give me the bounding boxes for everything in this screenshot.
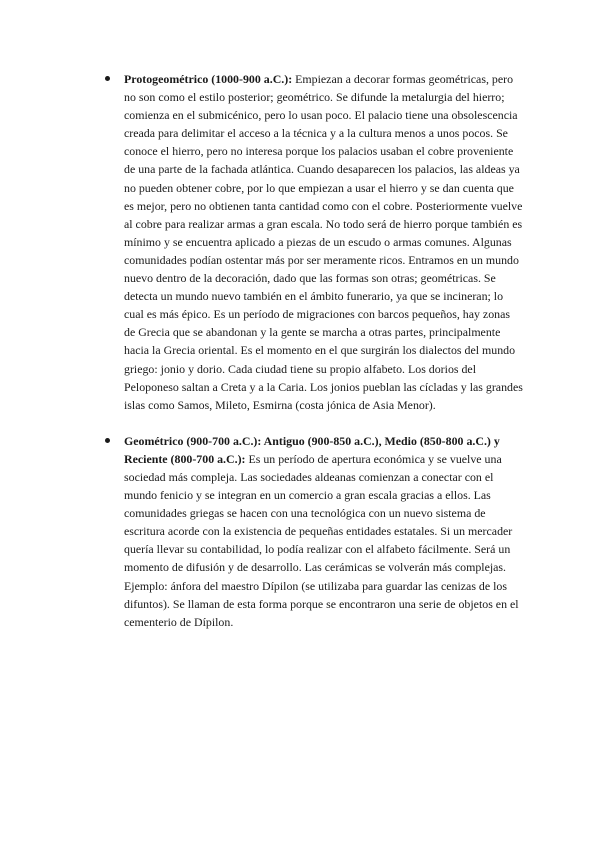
item-text: Es un período de apertura económica y se vuelve una sociedad más compleja. Las sociedades aldeanas comienzan a conectar con el mundo fenicio y se integran en un comercio a gran escala gracias a ellos. Las comunidades griegas se hacen con una tecnológica con un nuevo sistema de escritura acorde con la existencia de pequeñas entidades estatales. Si un mercader quería llevar su contabilidad, lo podía realizar con el alfabeto fácilmente. Será un momento de difusión y de desarrollo. Las cerámicas se volverán más complejas. Ejemplo: ánfora del maestro Dípilon (se utilizaba para guardar las cenizas de los difuntos). Se llaman de esta forma porque se encontraron una serie de objetos en el cementerio de Dípilon. [124,451,519,629]
list-item-geometrico [124,432,524,631]
bullet-list [124,70,524,631]
bullet-icon [105,76,110,81]
item-title: Geométrico (900-700 a.C.): Antiguo (900-850 a.C.), Medio (850-800 a.C.) y Reciente (800-700 a.C.): [124,433,500,466]
list-item-protogeometrico [124,70,524,414]
item-text: Empiezan a decorar formas geométricas, pero no son como el estilo posterior; geométrico. Se difunde la metalurgia del hierro; comienza en el submicénico, pero lo usan poco. El palacio tiene una obsolescencia creada para delimitar el acceso a la técnica y a la cultura menos a unos pocos. Se conoce el hierro, pero no interesa porque los palacios usaban el cobre proveniente de una parte de la fachada atlántica. Cuando desaparecen los palacios, las aldeas ya no pueden obtener cobre, por lo que empiezan a usar el hierro y se dan cuenta que es mejor, pero no obtienen tanta cantidad como con el cobre. Posteriormente vuelve al cobre para realizar armas a gran escala. No todo será de hierro porque también es mínimo y se encuentra aplicado a piezas de un escudo o armas comunes. Algunas comunidades podían ostentar más por ser meramente ricos. Entramos en un mundo nuevo dentro de la decoración, dado que las formas son otras; geométricas. Se detecta un mundo nuevo también en el ámbito funerario, ya que se incineran; lo cual es más épico. Es un período de migraciones con barcos pequeños, hay zonas de Grecia que se abandonan y la gente se marcha a otras partes, principalmente hacia la Grecia oriental. Es el momento en el que surgirán los dialectos del mundo griego: jonio y dorio. Cada ciudad tiene su propio alfabeto. Los dorios del Peloponeso saltan a Creta y a la Caria. Los jonios pueblan las cícladas y las grandes islas como Samos, Mileto, Esmirna (costa jónica de Asia Menor). [124,72,523,412]
item-title: Protogeométrico (1000-900 a.C.): [124,72,293,86]
bullet-icon [105,438,110,443]
